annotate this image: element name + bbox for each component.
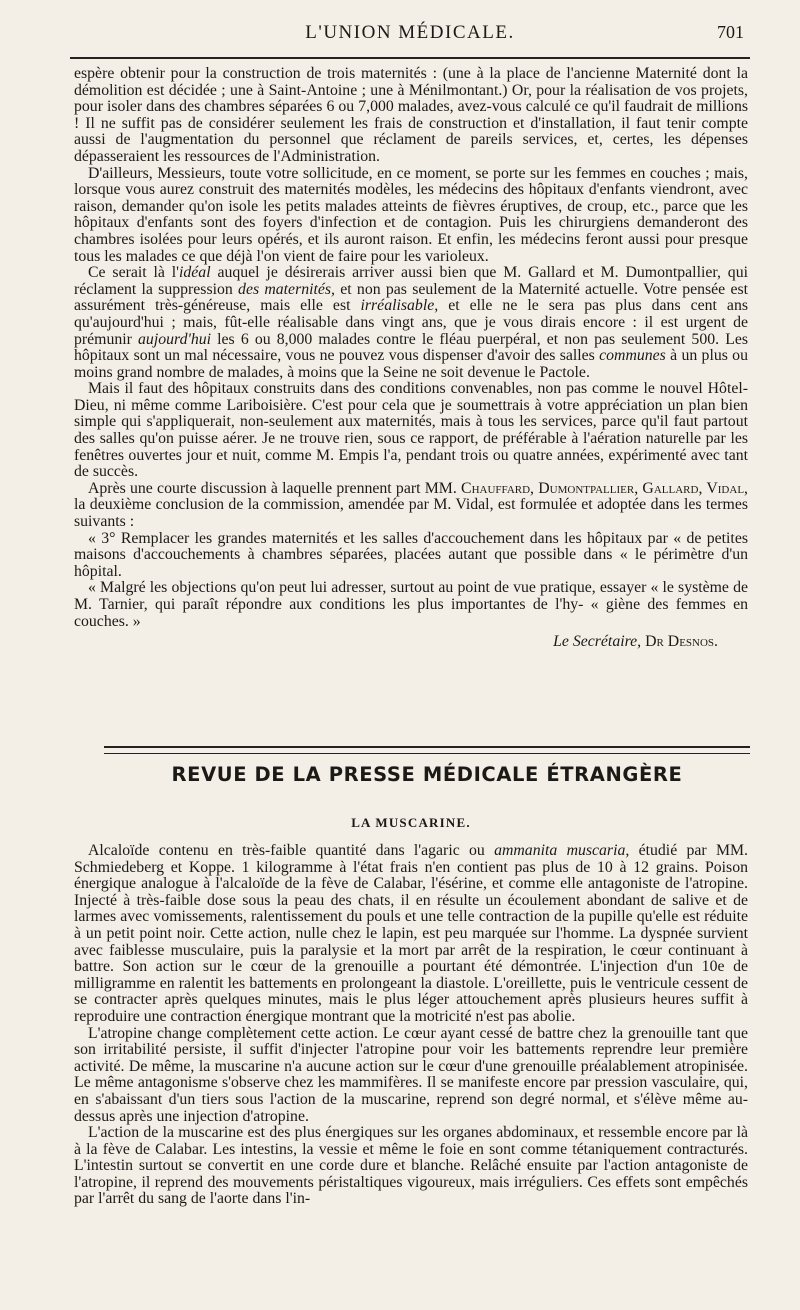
article-text <box>74 843 748 1208</box>
page-header <box>70 18 750 48</box>
section-title: REVUE DE LA PRESSE MÉDICALE ÉTRANGÈRE <box>171 763 683 786</box>
running-title: L'UNION MÉDICALE. <box>305 22 515 43</box>
paragraph: Mais il faut des hôpitaux construits dans des conditions convenables, non pas comme le nouvel Hôtel-Dieu, ni même comme Lariboisière. C'est pour cela que je soumettrais à votre appréciation un plan bien simple qui s'appliquerait, non-seulement aux maternités, mais à tous les services, parce qu'il faut partout des salles qu'on puisse aérer. Je ne trouve rien, sous ce rapport, de préférable à l'aération naturelle par les fenêtres ouvertes jour et nuit, comme M. Empis l'a, pendant trois ou quatre années, expérimenté avec tant de succès. <box>74 380 748 481</box>
quoted-conclusion: « 3° Remplacer les grandes maternités et les salles d'accouchement dans les hôpitaux par « de petites maisons d'accouchements à chambres séparées, placées autant que possible dans « le périmètre d'un hôpital. <box>74 529 748 580</box>
paragraph: espère obtenir pour la construction de trois maternités : (une à la place de l'ancienne Maternité dont la démolition est décidée ; une à Saint-Antoine ; une à Ménilmontant.) Or, pour la réalisation de vos projets, pour isoler dans des chambres séparées 6 ou 7,000 malades, avez-vous calculé ce qu'il faudrait de millions ! Il ne suffit pas de considérer seulement les frais de construction et d'installation, il faut tenir compte aussi de l'augmentation du personnel que réclament de pareils services, et, certes, les dépenses dépasseraient les ressources de l'Administration. <box>74 65 748 165</box>
quoted-conclusion: « Malgré les objections qu'on peut lui adresser, surtout au point de vue pratique, essayer « le système de M. Tarnier, qui paraît répondre aux conditions les plus importantes de l'hy- « giène des femmes en couches. » <box>74 579 748 630</box>
article-title: LA MUSCARINE. <box>351 815 471 830</box>
paragraph: Alcaloïde contenu en très-faible quantité dans l'agaric ou ammanita muscaria, étudié par MM. Schmiedeberg et Koppe. 1 kilogramme à l'état frais n'en contient pas plus de 10 à 12 grains. Poison énergique analogue à l'alcaloïde de la fève de Calabar, l'ésérine, et comme elle antagoniste de l'atropine. Injecté à très-faible dose sous la peau des chats, il en résulte un écoulement abondant de salive et de larmes avec vomissements, ralentissement du pouls et une telle contraction de la pupille qu'elle est réduite à un petit point noir. Cette action, nulle chez le lapin, est peu marquée sur l'homme. La dyspnée survient avec faiblesse musculaire, puis la paralysie et la mort par arrêt de la respiration, le cœur continuant à battre. Son action sur le cœur de la grenouille a pourtant été démontrée. L'injection d'un 10e de milligramme en ralentit les battements en prolongeant la diastole. L'oreillette, puis le ventricule cessent de se contracter après quelques minutes, mais le plus léger attouchement après plusieurs heures suffit à reproduire une contraction énergique montrant que la motricité n'est pas abolie. <box>74 842 748 1025</box>
paragraph: L'action de la muscarine est des plus énergiques sur les organes abdominaux, et ressemble encore par là à la fève de Calabar. Les intestins, la vessie et même le foie en sont comme tétaniquement contracturés. L'intestin surtout se convertit en une corde dure et blanche. Relâché ensuite par l'action antagoniste de l'atropine, il reprend des mouvements péristaltiques vigoureux, mais irréguliers. Ces effets sont empêchés par l'arrêt du sang de l'aorte dans l'in- <box>74 1124 748 1208</box>
signature: Le Secrétaire, Dr Desnos. <box>553 633 718 651</box>
header-rule <box>70 57 750 59</box>
proceedings-text <box>74 66 748 651</box>
paragraph: Ce serait là l'idéal auquel je désirerais arriver aussi bien que M. Gallard et M. Dumontpallier, qui réclament la suppression des maternités, et non pas seulement de la Maternité actuelle. Votre pensée est assurément très-généreuse, mais elle est irréalisable, et elle ne le sera pas plus dans cent ans qu'aujourd'hui ; mais, fût-elle réalisable dans vingt ans, que je vous dirais encore : il est urgent de prémunir aujourd'hui les 6 ou 8,000 malades contre le fléau puerpéral, et non pas seulement 500. Les hôpitaux sont un mal nécessaire, vous ne pouvez vous dispenser d'avoir des salles communes à un plus ou moins grand nombre de malades, à moins que la Seine ne soit devenue le Pactole. <box>74 264 748 381</box>
page-number: 701 <box>717 22 744 42</box>
paragraph: Après une courte discussion à laquelle prennent part MM. Chauffard, Dumontpallier, Gallard, Vidal, la deuxième conclusion de la commission, amendée par M. Vidal, est formulée et adoptée dans les termes suivants : <box>74 479 748 531</box>
paragraph: D'ailleurs, Messieurs, toute votre sollicitude, en ce moment, se porte sur les femmes en couches ; mais, lorsque vous aurez construit des maternités modèles, les médecins des hôpitaux d'enfants viendront, avec raison, demander qu'on isole les petits malades atteints de fièvres éruptives, de croup, etc., parce que les hôpitaux d'enfants sont des foyers d'infection et de contagion. Puis les chirurgiens demanderont des chambres isolées pour leurs opérés, et ils auront raison. Et enfin, les médecins feront aussi pour presque tous les malades ce que déjà l'on vient de faire pour les varioleux. <box>74 164 748 265</box>
section-divider <box>104 746 750 754</box>
paragraph: L'atropine change complètement cette action. Le cœur ayant cessé de battre chez la grenouille tant que son irritabilité persiste, il suffit d'injecter l'atropine pour voir les battements reprendre leur première activité. De même, la muscarine n'a aucune action sur le cœur d'une grenouille préalablement atropinisée. Le même antagonisme s'observe chez les mammifères. Il se manifeste encore par pression vasculaire, qui, en s'abaissant d'un tiers sous l'action de la muscarine, reprend son degré normal, et s'élève même au-dessus après une injection d'atropine. <box>74 1024 748 1125</box>
